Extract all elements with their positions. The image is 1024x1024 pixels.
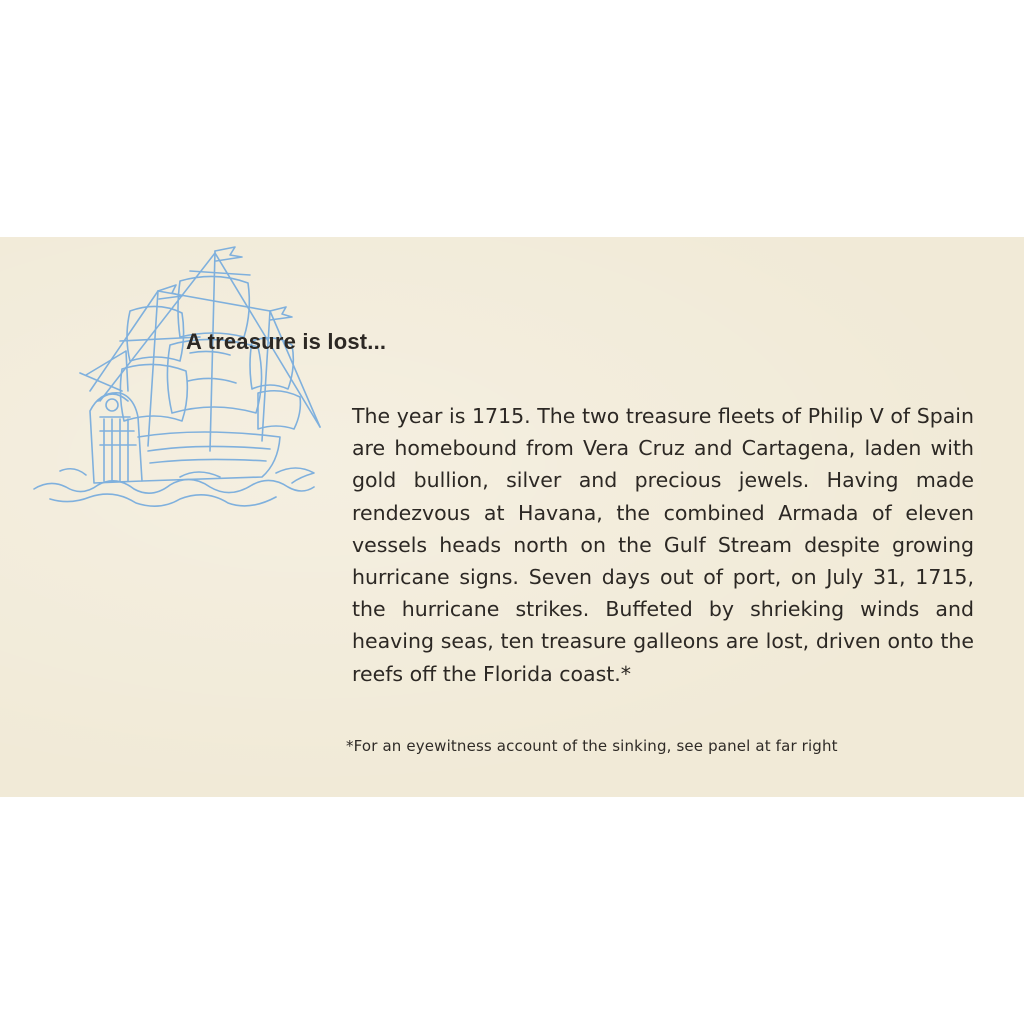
- exhibit-panel: [0, 237, 1024, 797]
- body-paragraph: The year is 1715. The two treasure fleets of Philip V of Spain are homebound from Vera Cruz and Cartagena, laden with gold bullion, silver and precious jewels. Having made rendezvous at Havana, the combined Armada of eleven vessels heads north on the Gulf Stream despite growing hurricane signs. Seven days out of port, on July 31, 1715, the hurricane strikes. Buffeted by shrieking winds and heaving seas, ten treasure galleons are lost, driven onto the reefs off the Florida coast.*: [352, 404, 974, 686]
- page-title: A treasure is lost...: [186, 329, 387, 354]
- footnote: *For an eyewitness account of the sinking, see panel at far right: [346, 737, 838, 755]
- galleon-ship-icon: [30, 241, 330, 511]
